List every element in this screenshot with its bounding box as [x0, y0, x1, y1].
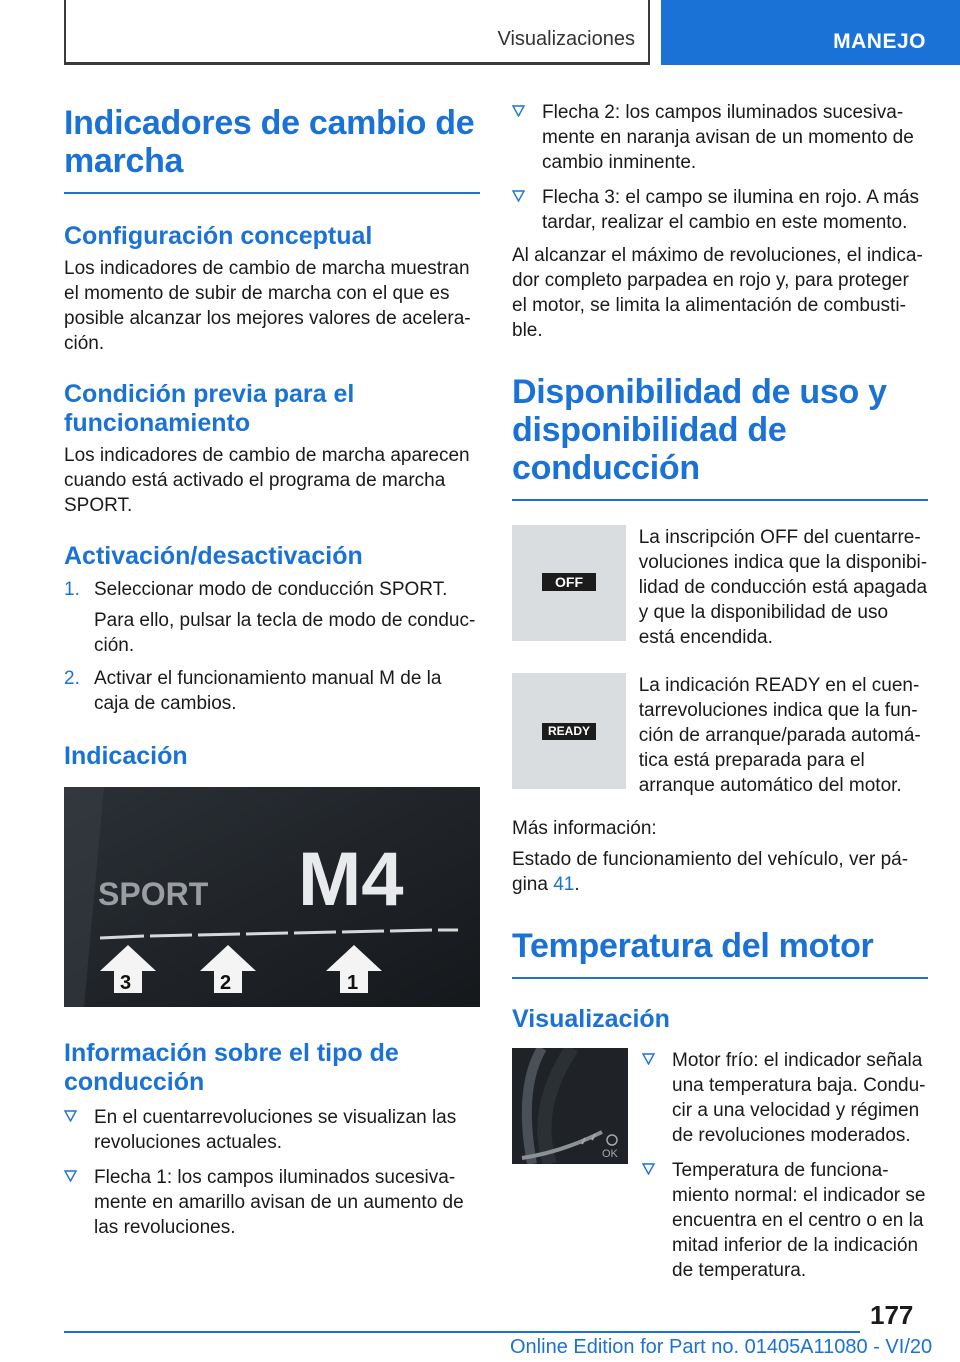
temperature-gauge-image	[512, 1048, 628, 1164]
triangle-bullet-icon	[512, 105, 525, 117]
sport-label: SPORT	[98, 876, 209, 912]
arrow-label: 2	[220, 972, 232, 994]
step-subtext: Para ello, pulsar la tecla de modo de conducción.	[94, 610, 476, 656]
step-text: Seleccionar modo de conducción SPORT.	[94, 579, 448, 600]
left-column	[64, 104, 480, 1240]
triangle-bullet-icon	[64, 1110, 77, 1122]
step-2	[64, 666, 480, 716]
bullet-text: Flecha 1: los campos iluminados sucesivamente en amarillo avisan de un aumento de las revoluciones.	[94, 1167, 464, 1238]
bullet-text: Motor frío: el indicador señala una temperatura baja. Conducir a una velocidad y régimen de revoluciones moderados.	[672, 1050, 926, 1146]
cold-engine-bullet	[642, 1048, 928, 1148]
main-heading: Indicadores de cambio de marcha	[64, 104, 475, 180]
footer-edition: Online Edition for Part no. 01405A11080 - VI/20	[510, 1336, 933, 1358]
heading-rule	[512, 977, 928, 979]
more-info-label: Más información:	[512, 818, 657, 839]
ready-text: La indicación READY en el cuentarrevoluciones indica que la función de arranque/parada automática está preparada para el arranque automático del motor.	[638, 675, 921, 796]
header-divider	[648, 0, 650, 64]
chapter-tab[interactable]: MANEJO	[661, 0, 960, 65]
step-1	[64, 577, 480, 658]
bullet-text: Flecha 3: el campo se ilumina en rojo. A más tardar, realizar el cambio en este momento.	[542, 187, 920, 233]
triangle-bullet-icon	[642, 1053, 655, 1065]
off-indicator-image	[512, 525, 626, 641]
config-heading: Configuración conceptual	[64, 222, 373, 250]
arrow-label: 3	[120, 972, 132, 994]
arrow3-bullet	[512, 185, 928, 235]
header-underline	[64, 62, 650, 65]
reference-end: .	[574, 874, 580, 895]
engine-temp-row	[512, 1048, 928, 1283]
ready-row	[512, 673, 928, 798]
shift-indicator-image	[64, 787, 480, 1007]
shift-indicator-graphic	[64, 787, 480, 1007]
heading-rule	[64, 192, 480, 194]
right-column	[512, 100, 928, 1283]
ready-label: READY	[542, 723, 596, 740]
availability-heading: Disponibilidad de uso y disponibilidad de conducción	[512, 373, 887, 487]
reference-paragraph	[512, 847, 928, 897]
triangle-bullet-icon	[642, 1163, 655, 1175]
footer-rule	[64, 1331, 860, 1333]
precondition-body: Los indicadores de cambio de marcha aparecen cuando está activado el programa de marcha SPORT.	[64, 445, 470, 516]
normal-temp-bullet	[642, 1158, 928, 1283]
visualization-heading: Visualización	[512, 1005, 670, 1033]
activation-heading: Activación/desactivación	[64, 542, 363, 570]
heading-rule	[512, 499, 928, 501]
bullet-text: Flecha 2: los campos iluminados sucesivamente en naranja avisan de un momento de cambio inminente.	[542, 102, 914, 173]
triangle-bullet-icon	[64, 1170, 77, 1182]
info-bullet-2	[64, 1165, 480, 1240]
display-heading: Indicación	[64, 742, 188, 770]
step-number: 1.	[64, 579, 80, 600]
info-bullet-1	[64, 1105, 480, 1155]
arrow-label: 1	[347, 972, 359, 994]
header-section-title: Visualizaciones	[497, 28, 635, 50]
triangle-bullet-icon	[512, 190, 525, 202]
max-rpm-paragraph: Al alcanzar el máximo de revoluciones, el indicador completo parpadea en rojo y, para proteger el motor, se limita la alimentación de combustible.	[512, 245, 923, 341]
precondition-heading: Condición previa para el funcionamiento	[64, 380, 355, 437]
config-body: Los indicadores de cambio de marcha muestran el momento de subir de marcha con el que es posible alcanzar los mejores valores de aceleración.	[64, 258, 471, 354]
ready-indicator-image	[512, 673, 626, 789]
temperature-gauge-graphic	[512, 1048, 628, 1164]
step-text: Activar el funcionamiento manual M de la caja de cambios.	[94, 668, 442, 714]
off-row	[512, 525, 928, 650]
step-number: 2.	[64, 668, 80, 689]
off-label: OFF	[542, 573, 596, 591]
gear-label: M4	[298, 837, 404, 922]
page-number: 177	[870, 1300, 914, 1330]
header-left-line	[64, 0, 66, 64]
bullet-text: En el cuentarrevoluciones se visualizan las revoluciones actuales.	[94, 1107, 457, 1153]
bullet-text: Temperatura de funcionamiento normal: el indicador se encuentra en el centro o en la mitad inferior de la indicación de temperatura.	[672, 1160, 926, 1281]
off-text: La inscripción OFF del cuentarrevoluciones indica que la disponibilidad de conducción está apagada y que la disponibilidad de uso está encendida.	[638, 527, 928, 648]
engine-temp-heading: Temperatura del motor	[512, 927, 874, 965]
page-link[interactable]: 41	[553, 874, 575, 895]
reference-text: Estado de funcionamiento del vehículo, ver página	[512, 849, 909, 895]
info-heading: Información sobre el tipo de conducción	[64, 1039, 399, 1096]
arrow2-bullet	[512, 100, 928, 175]
engine-temp-bullets	[642, 1048, 928, 1283]
ok-label: OK	[602, 1148, 618, 1160]
